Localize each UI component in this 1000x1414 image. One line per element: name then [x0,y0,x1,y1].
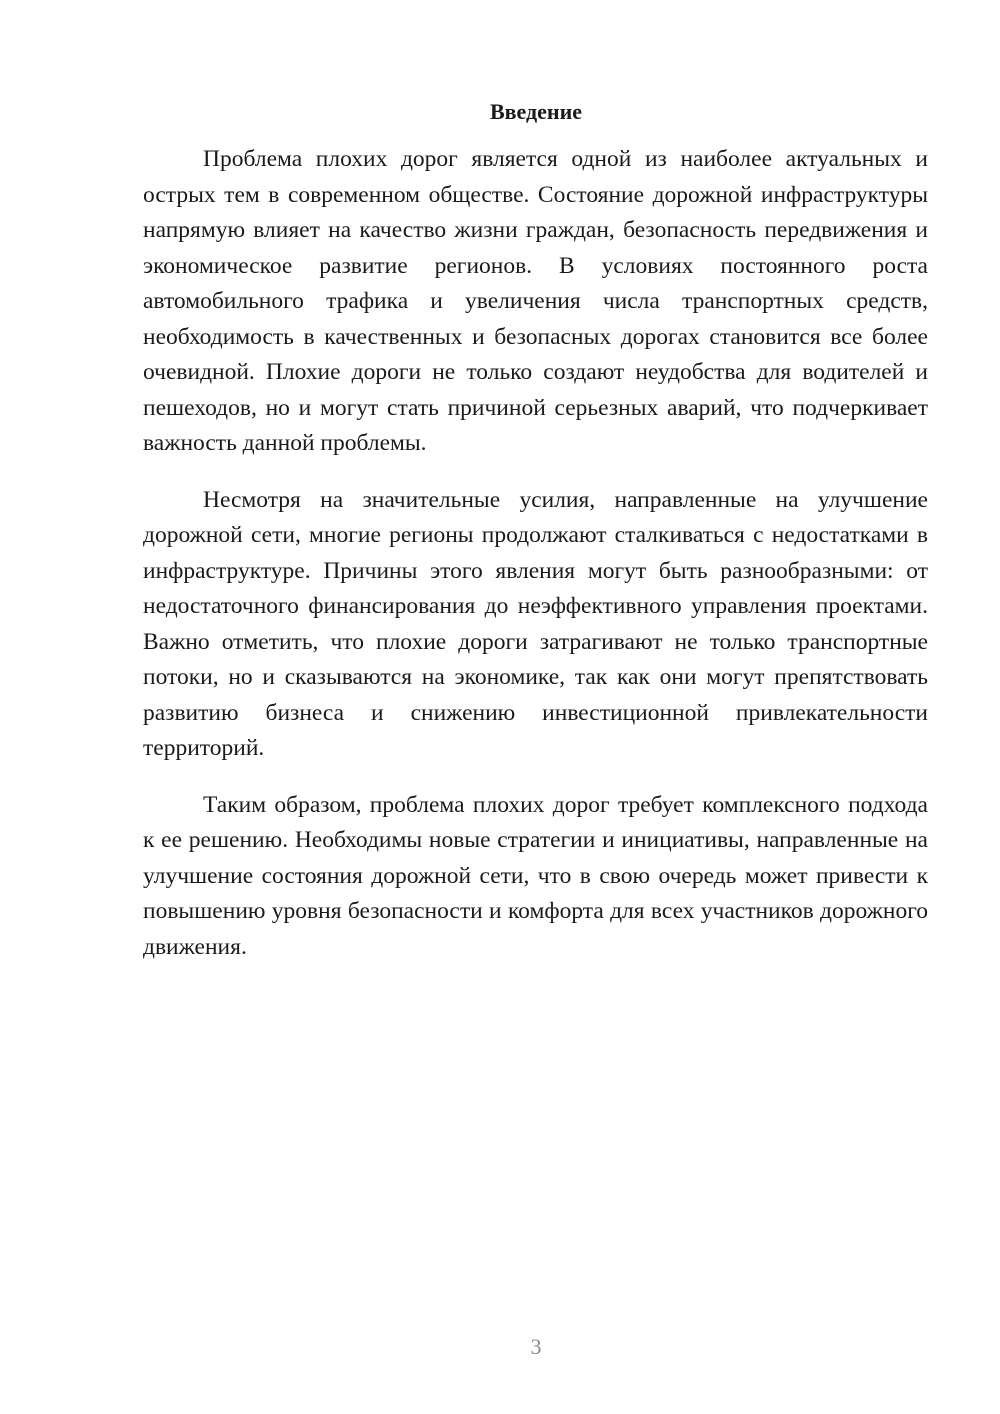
body-text [143,142,928,986]
page-number: 3 [530,1334,542,1359]
section-title: Введение [489,99,583,124]
paragraph-2: Несмотря на значительные усилия, направленные на улучшение дорожной сети, многие регионы продолжают сталкиваться с недостатками в инфраструктуре. Причины этого явления могут быть разнообразными: от недостаточного финансирования до неэффективного управления проектами. Важно отметить, что плохие дороги затрагивают не только транспортные потоки, но и сказываются на экономике, так как они могут препятствовать развитию бизнеса и снижению инвестиционной привлекательности территорий. [143,486,928,761]
paragraph-3: Таким образом, проблема плохих дорог требует комплексного подхода к ее решению. Необходимы новые стратегии и инициативы, направленные на улучшение состояния дорожной сети, что в свою очередь может привести к повышению уровня безопасности и комфорта для всех участников дорожного движения. [143,791,928,960]
paragraph-1: Проблема плохих дорог является одной из наиболее актуальных и острых тем в современном обществе. Состояние дорожной инфраструктуры напрямую влияет на качество жизни граждан, безопасность передвижения и экономическое развитие регионов. В условиях постоянного роста автомобильного трафика и увеличения числа транспортных средств, необходимость в качественных и безопасных дорогах становится все более очевидной. Плохие дороги не только создают неудобства для водителей и пешеходов, но и могут стать причиной серьезных аварий, что подчеркивает важность данной проблемы. [143,146,928,456]
